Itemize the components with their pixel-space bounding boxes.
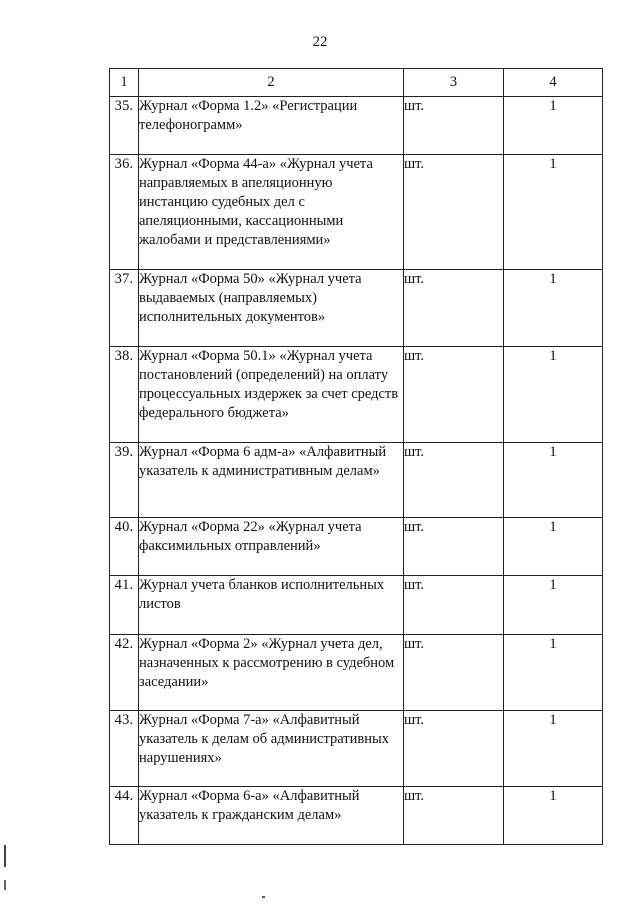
table-row (110, 787, 603, 845)
row-number: 40. (110, 518, 139, 576)
item-unit: шт. (404, 443, 504, 518)
table-row (110, 518, 603, 576)
row-number: 36. (110, 155, 139, 270)
row-number: 43. (110, 711, 139, 787)
item-quantity: 1 (504, 97, 603, 155)
row-number: 37. (110, 270, 139, 347)
row-number: 42. (110, 635, 139, 711)
item-quantity: 1 (504, 270, 603, 347)
scan-artifact-line (4, 880, 6, 890)
header-col-1: 1 (110, 69, 139, 97)
item-quantity: 1 (504, 347, 603, 443)
row-number: 38. (110, 347, 139, 443)
header-col-2: 2 (139, 69, 404, 97)
item-name: Журнал «Форма 50.1» «Журнал учета постановлений (определений) на оплату процессуальных издержек за счет средств федерального бюджета» (139, 347, 404, 443)
item-name: Журнал «Форма 2» «Журнал учета дел, назначенных к рассмотрению в судебном заседании» (139, 635, 404, 711)
item-unit: шт. (404, 347, 504, 443)
item-unit: шт. (404, 635, 504, 711)
item-name: Журнал «Форма 22» «Журнал учета факсимильных отправлений» (139, 518, 404, 576)
item-name: Журнал «Форма 44-а» «Журнал учета направляемых в апеляционную инстанцию судебных дел с апеляционными, кассационными жалобами и представлениями» (139, 155, 404, 270)
item-quantity: 1 (504, 787, 603, 845)
item-name: Журнал «Форма 6-а» «Алфавитный указатель к гражданским делам» (139, 787, 404, 845)
item-quantity: 1 (504, 576, 603, 635)
item-unit: шт. (404, 97, 504, 155)
item-unit: шт. (404, 155, 504, 270)
item-name: Журнал «Форма 7-а» «Алфавитный указатель к делам об административных нарушениях» (139, 711, 404, 787)
table-header-row (110, 69, 603, 97)
item-unit: шт. (404, 787, 504, 845)
item-unit: шт. (404, 711, 504, 787)
row-number: 35. (110, 97, 139, 155)
table-row (110, 635, 603, 711)
table-row (110, 711, 603, 787)
row-number: 44. (110, 787, 139, 845)
table-row (110, 576, 603, 635)
scan-artifact-dot (262, 896, 265, 898)
header-col-4: 4 (504, 69, 603, 97)
header-col-3: 3 (404, 69, 504, 97)
row-number: 39. (110, 443, 139, 518)
item-name: Журнал «Форма 6 адм-а» «Алфавитный указатель к административным делам» (139, 443, 404, 518)
item-name: Журнал учета бланков исполнительных листов (139, 576, 404, 635)
item-quantity: 1 (504, 443, 603, 518)
item-quantity: 1 (504, 518, 603, 576)
table-row (110, 155, 603, 270)
item-name: Журнал «Форма 1.2» «Регистрации телефонограмм» (139, 97, 404, 155)
page-number: 22 (312, 34, 328, 50)
item-unit: шт. (404, 270, 504, 347)
scan-artifact-line (4, 845, 6, 867)
item-quantity: 1 (504, 155, 603, 270)
table-row (110, 443, 603, 518)
item-name: Журнал «Форма 50» «Журнал учета выдаваемых (направляемых) исполнительных документов» (139, 270, 404, 347)
item-unit: шт. (404, 576, 504, 635)
inventory-table (109, 68, 603, 845)
row-number: 41. (110, 576, 139, 635)
table-row (110, 347, 603, 443)
item-quantity: 1 (504, 635, 603, 711)
item-unit: шт. (404, 518, 504, 576)
table-row (110, 97, 603, 155)
table-row (110, 270, 603, 347)
item-quantity: 1 (504, 711, 603, 787)
